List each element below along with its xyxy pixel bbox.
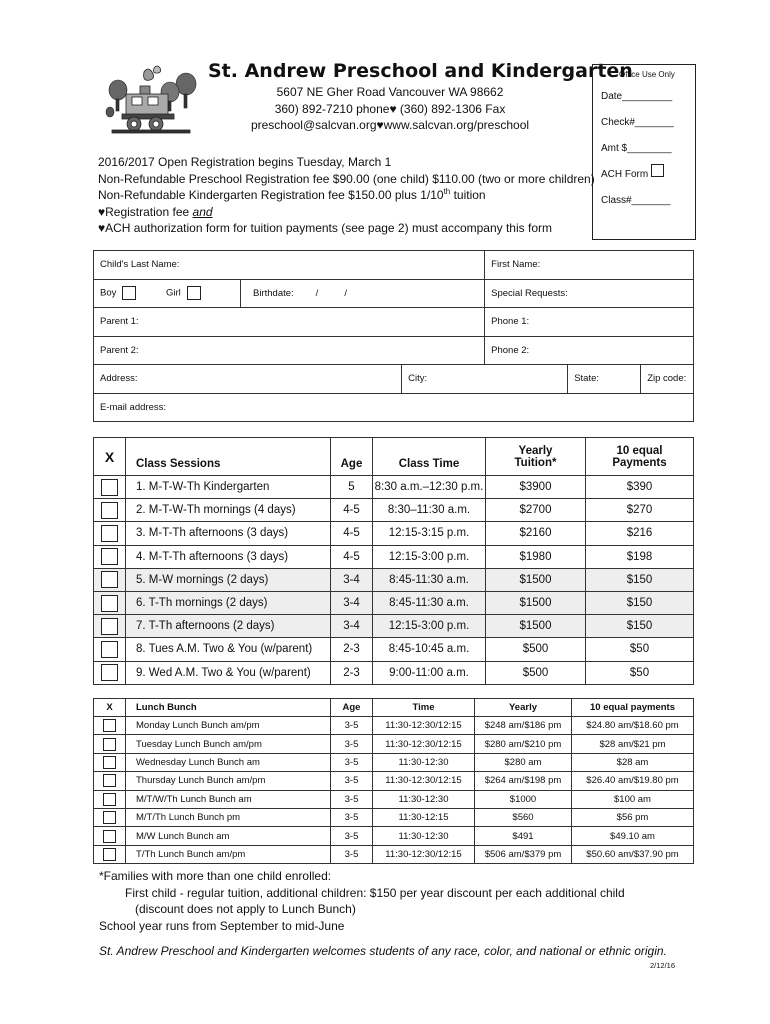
lunch-payment: $28 am/$21 pm	[572, 735, 694, 753]
class-select-cell[interactable]	[94, 568, 126, 591]
lunch-bunch-row	[94, 717, 694, 735]
lunch-bunch-name: Monday Lunch Bunch am/pm	[126, 717, 331, 735]
lunch-name-header: Lunch Bunch	[126, 699, 331, 717]
select-column-header: X	[94, 438, 126, 476]
class-select-cell[interactable]	[94, 661, 126, 684]
first-name-field[interactable]: First Name:	[485, 251, 694, 280]
girl-checkbox[interactable]	[187, 286, 201, 300]
session-column-header: Class Sessions	[126, 438, 331, 476]
lunch-yearly-header: Yearly	[475, 699, 572, 717]
lunch-yearly: $248 am/$186 pm	[475, 717, 572, 735]
class-session-name: 9. Wed A.M. Two & You (w/parent)	[126, 661, 331, 684]
payments-column-header: 10 equal Payments	[586, 438, 694, 476]
class-session-name: 2. M-T-W-Th mornings (4 days)	[126, 499, 331, 522]
yearly-column-header: Yearly Tuition*	[486, 438, 586, 476]
lunch-select-checkbox[interactable]	[103, 719, 116, 732]
lunch-select-header: X	[94, 699, 126, 717]
family-discount-notes	[99, 868, 625, 934]
class-select-cell[interactable]	[94, 615, 126, 638]
contact-line: preschool@salcvan.org♥www.salcvan.org/preschool	[250, 118, 530, 132]
class-time: 8:45-11:30 a.m.	[373, 591, 486, 614]
ach-requirement-line: ♥ACH authorization form for tuition payments (see page 2) must accompany this form	[98, 221, 552, 235]
lunch-yearly: $280 am	[475, 753, 572, 771]
lunch-select-cell[interactable]	[94, 808, 126, 826]
class-select-checkbox[interactable]	[101, 502, 118, 519]
class-session-row	[94, 638, 694, 661]
note-school-year: School year runs from September to mid-June	[99, 918, 345, 933]
state-field[interactable]: State:	[568, 365, 641, 394]
lunch-time: 11:30-12:15	[373, 808, 475, 826]
class-select-checkbox[interactable]	[101, 664, 118, 681]
lunch-time: 11:30-12:30	[373, 827, 475, 845]
class-time: 8:45-10:45 a.m.	[373, 638, 486, 661]
office-date-field[interactable]: Date_________	[601, 91, 673, 102]
lunch-payment: $56 pm	[572, 808, 694, 826]
class-select-cell[interactable]	[94, 522, 126, 545]
class-monthly-payment: $150	[586, 591, 694, 614]
lunch-yearly: $264 am/$198 pm	[475, 772, 572, 790]
address-field[interactable]: Address:	[94, 365, 402, 394]
class-yearly-tuition: $500	[486, 661, 586, 684]
lunch-yearly: $560	[475, 808, 572, 826]
office-use-box	[592, 64, 696, 240]
lunch-select-checkbox[interactable]	[103, 830, 116, 843]
lunch-select-cell[interactable]	[94, 790, 126, 808]
class-session-name: 7. T-Th afternoons (2 days)	[126, 615, 331, 638]
class-age: 3-4	[331, 568, 373, 591]
office-check-field[interactable]: Check#_______	[601, 117, 674, 128]
lunch-select-checkbox[interactable]	[103, 793, 116, 806]
email-field[interactable]: E-mail address:	[94, 393, 694, 422]
lunch-bunch-row	[94, 827, 694, 845]
class-select-cell[interactable]	[94, 638, 126, 661]
lunch-select-checkbox[interactable]	[103, 774, 116, 787]
class-select-checkbox[interactable]	[101, 571, 118, 588]
train-logo-illustration	[104, 64, 200, 136]
time-column-header: Class Time	[373, 438, 486, 476]
lunch-select-cell[interactable]	[94, 827, 126, 845]
class-age: 4-5	[331, 522, 373, 545]
lunch-select-cell[interactable]	[94, 845, 126, 863]
class-session-row	[94, 615, 694, 638]
lunch-bunch-name: Wednesday Lunch Bunch am	[126, 753, 331, 771]
gender-birthdate-cell	[94, 279, 485, 308]
note-discount: First child - regular tuition, additional children: $150 per year discount per each additional child	[125, 885, 625, 900]
lunch-age-header: Age	[331, 699, 373, 717]
city-field[interactable]: City:	[402, 365, 568, 394]
lunch-time: 11:30-12:30/12:15	[373, 735, 475, 753]
lunch-yearly: $506 am/$379 pm	[475, 845, 572, 863]
address-line: 5607 NE Gher Road Vancouver WA 98662	[276, 85, 504, 99]
lunch-payment: $24.80 am/$18.60 pm	[572, 717, 694, 735]
class-session-row	[94, 522, 694, 545]
lunch-select-checkbox[interactable]	[103, 738, 116, 751]
class-yearly-tuition: $2700	[486, 499, 586, 522]
class-session-row	[94, 591, 694, 614]
registration-info	[98, 154, 595, 237]
class-yearly-tuition: $500	[486, 638, 586, 661]
phone2-field[interactable]: Phone 2:	[485, 336, 694, 365]
class-session-row	[94, 476, 694, 499]
lunch-payment: $50.60 am/$37.90 pm	[572, 845, 694, 863]
lunch-payment: $28 am	[572, 753, 694, 771]
lunch-time-header: Time	[373, 699, 475, 717]
class-monthly-payment: $50	[586, 661, 694, 684]
office-use-title: Office Use Only	[619, 70, 675, 79]
class-time: 8:45-11:30 a.m.	[373, 568, 486, 591]
class-monthly-payment: $216	[586, 522, 694, 545]
class-time: 8:30 a.m.–12:30 p.m.	[373, 476, 486, 499]
parent1-field[interactable]: Parent 1:	[94, 308, 485, 337]
nondiscrimination-statement: St. Andrew Preschool and Kindergarten welcomes students of any race, color, and national or ethnic origin.	[99, 944, 667, 958]
lunch-yearly: $280 am/$210 pm	[475, 735, 572, 753]
lunch-bunch-name: M/T/Th Lunch Bunch pm	[126, 808, 331, 826]
page-title: St. Andrew Preschool and Kindergarten	[208, 60, 633, 82]
class-session-name: 3. M-T-Th afternoons (3 days)	[126, 522, 331, 545]
lunch-bunch-row	[94, 753, 694, 771]
class-yearly-tuition: $1500	[486, 591, 586, 614]
class-yearly-tuition: $2160	[486, 522, 586, 545]
class-sessions-table	[93, 437, 694, 685]
office-class-field[interactable]: Class#_______	[601, 195, 671, 206]
class-session-name: 6. T-Th mornings (2 days)	[126, 591, 331, 614]
lunch-bunch-row	[94, 845, 694, 863]
lunch-header-row	[94, 699, 694, 717]
class-monthly-payment: $150	[586, 615, 694, 638]
special-requests-field[interactable]: Special Requests:	[485, 279, 694, 308]
lunch-bunch-name: Thursday Lunch Bunch am/pm	[126, 772, 331, 790]
lunch-time: 11:30-12:30/12:15	[373, 845, 475, 863]
lunch-time: 11:30-12:30/12:15	[373, 772, 475, 790]
lunch-payments-header: 10 equal payments	[572, 699, 694, 717]
lunch-time: 11:30-12:30	[373, 753, 475, 771]
lunch-age: 3-5	[331, 790, 373, 808]
class-monthly-payment: $270	[586, 499, 694, 522]
class-select-checkbox[interactable]	[101, 618, 118, 635]
class-time: 12:15-3:00 p.m.	[373, 615, 486, 638]
class-session-name: 4. M-T-Th afternoons (3 days)	[126, 545, 331, 568]
fee-requirement-line: ♥Registration fee and	[98, 204, 213, 219]
class-time: 9:00-11:00 a.m.	[373, 661, 486, 684]
class-session-row	[94, 545, 694, 568]
boy-checkbox[interactable]	[122, 286, 136, 300]
class-select-cell[interactable]	[94, 476, 126, 499]
lunch-payment: $100 am	[572, 790, 694, 808]
lunch-age: 3-5	[331, 845, 373, 863]
class-monthly-payment: $390	[586, 476, 694, 499]
class-session-row	[94, 661, 694, 684]
ach-form-checkbox[interactable]	[651, 164, 664, 177]
class-monthly-payment: $198	[586, 545, 694, 568]
lunch-bunch-row	[94, 790, 694, 808]
class-yearly-tuition: $1500	[486, 615, 586, 638]
lunch-bunch-row	[94, 735, 694, 753]
class-select-checkbox[interactable]	[101, 595, 118, 612]
class-time: 12:15-3:00 p.m.	[373, 545, 486, 568]
preschool-fee-line: Non-Refundable Preschool Registration fee $90.00 (one child) $110.00 (two or more children)	[98, 171, 595, 186]
note-lunch-exception: (discount does not apply to Lunch Bunch)	[135, 902, 356, 916]
class-select-checkbox[interactable]	[101, 479, 118, 496]
class-select-checkbox[interactable]	[101, 548, 118, 565]
lunch-bunch-name: T/Th Lunch Bunch am/pm	[126, 845, 331, 863]
class-session-name: 8. Tues A.M. Two & You (w/parent)	[126, 638, 331, 661]
lunch-yearly: $491	[475, 827, 572, 845]
age-column-header: Age	[331, 438, 373, 476]
lunch-age: 3-5	[331, 717, 373, 735]
class-age: 4-5	[331, 499, 373, 522]
lunch-age: 3-5	[331, 753, 373, 771]
document-date: 2/12/16	[650, 961, 676, 970]
phone-line: 360) 892-7210 phone♥ (360) 892-1306 Fax	[274, 102, 506, 116]
class-yearly-tuition: $3900	[486, 476, 586, 499]
class-age: 3-4	[331, 591, 373, 614]
class-select-cell[interactable]	[94, 499, 126, 522]
class-age: 5	[331, 476, 373, 499]
class-header-row	[94, 438, 694, 476]
lunch-age: 3-5	[331, 808, 373, 826]
boy-option[interactable]: Boy	[94, 286, 158, 300]
class-age: 2-3	[331, 661, 373, 684]
phone1-field[interactable]: Phone 1:	[485, 308, 694, 337]
class-session-name: 1. M-T-W-Th Kindergarten	[126, 476, 331, 499]
class-age: 3-4	[331, 615, 373, 638]
office-ach-label: ACH Form	[601, 169, 649, 180]
kindergarten-fee-line: Non-Refundable Kindergarten Registration fee $150.00 plus 1/10th tuition	[98, 187, 486, 202]
birthdate-field[interactable]: Birthdate: / /	[240, 280, 484, 307]
lunch-select-checkbox[interactable]	[103, 756, 116, 769]
note-families: *Families with more than one child enrolled:	[99, 869, 332, 883]
class-monthly-payment: $50	[586, 638, 694, 661]
lunch-payment: $26.40 am/$19.80 pm	[572, 772, 694, 790]
lunch-bunch-row	[94, 808, 694, 826]
lunch-yearly: $1000	[475, 790, 572, 808]
lunch-select-checkbox[interactable]	[103, 811, 116, 824]
lunch-time: 11:30-12:30/12:15	[373, 717, 475, 735]
parent2-field[interactable]: Parent 2:	[94, 336, 485, 365]
class-time: 12:15-3:15 p.m.	[373, 522, 486, 545]
class-select-cell[interactable]	[94, 545, 126, 568]
lunch-age: 3-5	[331, 735, 373, 753]
lunch-select-cell[interactable]	[94, 735, 126, 753]
lunch-bunch-table	[93, 698, 694, 864]
office-amount-field[interactable]: Amt $________	[601, 143, 672, 154]
class-yearly-tuition: $1500	[486, 568, 586, 591]
lunch-time: 11:30-12:30	[373, 790, 475, 808]
lunch-select-checkbox[interactable]	[103, 848, 116, 861]
class-select-checkbox[interactable]	[101, 525, 118, 542]
class-select-checkbox[interactable]	[101, 641, 118, 658]
lunch-bunch-row	[94, 772, 694, 790]
lunch-age: 3-5	[331, 772, 373, 790]
last-name-field[interactable]: Child's Last Name:	[94, 251, 485, 280]
class-time: 8:30–11:30 a.m.	[373, 499, 486, 522]
class-age: 4-5	[331, 545, 373, 568]
class-session-row	[94, 568, 694, 591]
lunch-select-cell[interactable]	[94, 753, 126, 771]
child-info-form	[93, 250, 694, 422]
lunch-select-cell[interactable]	[94, 717, 126, 735]
lunch-bunch-name: M/W Lunch Bunch am	[126, 827, 331, 845]
class-yearly-tuition: $1980	[486, 545, 586, 568]
lunch-payment: $49.10 am	[572, 827, 694, 845]
lunch-bunch-name: M/T/W/Th Lunch Bunch am	[126, 790, 331, 808]
lunch-bunch-name: Tuesday Lunch Bunch am/pm	[126, 735, 331, 753]
lunch-select-cell[interactable]	[94, 772, 126, 790]
class-select-cell[interactable]	[94, 591, 126, 614]
class-session-name: 5. M-W mornings (2 days)	[126, 568, 331, 591]
class-session-row	[94, 499, 694, 522]
lunch-age: 3-5	[331, 827, 373, 845]
class-monthly-payment: $150	[586, 568, 694, 591]
zip-field[interactable]: Zip code:	[641, 365, 694, 394]
girl-option[interactable]: Girl	[158, 286, 240, 300]
registration-date-line: 2016/2017 Open Registration begins Tuesday, March 1	[98, 155, 392, 169]
class-age: 2-3	[331, 638, 373, 661]
